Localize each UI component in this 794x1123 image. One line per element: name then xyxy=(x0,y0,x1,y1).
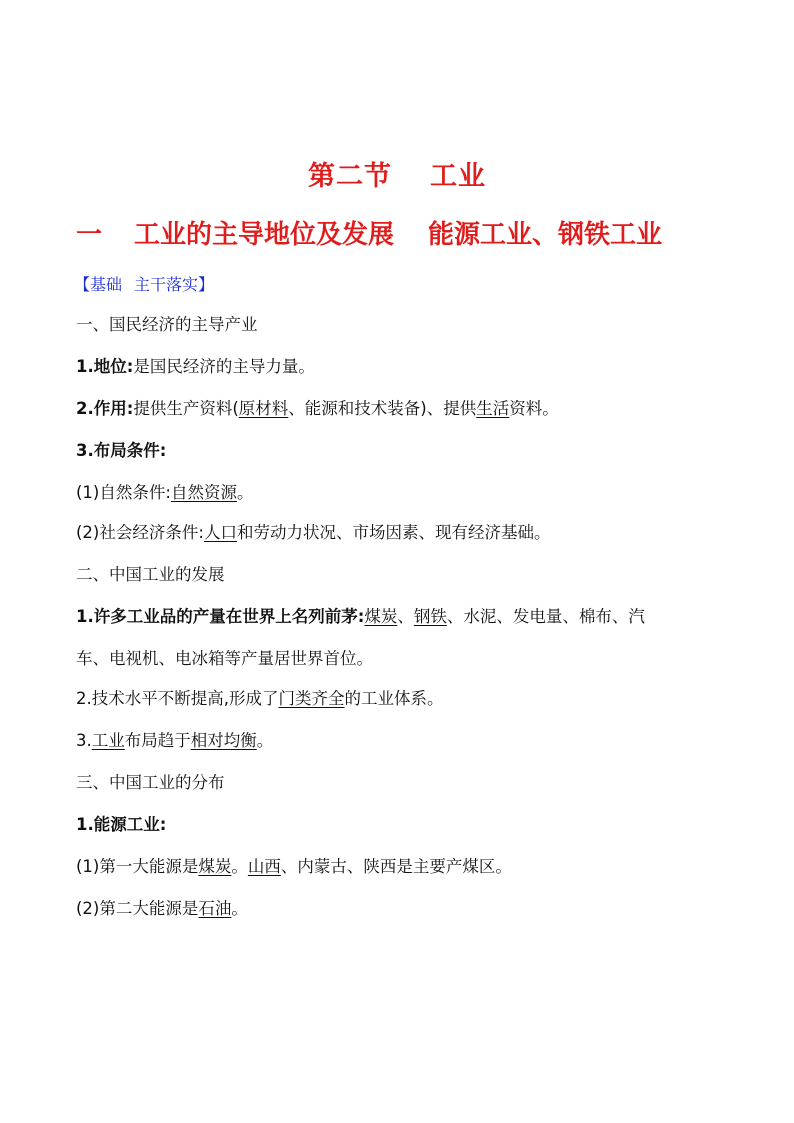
item-text: (1)第一大能源是 xyxy=(76,857,199,876)
item-number: 1.地位: xyxy=(76,357,134,376)
line-layout-balance xyxy=(76,730,273,752)
section-tag-open: 【基础 xyxy=(74,275,123,294)
heading-2: 二、中国工业的发展 xyxy=(76,565,225,584)
item-text: (2)第二大能源是 xyxy=(76,899,199,918)
line-layout-conditions: 3.布局条件: xyxy=(76,441,167,460)
item-text: 2.技术水平不断提高,形成了 xyxy=(76,689,279,708)
title-section-number: 第二节 xyxy=(308,161,392,192)
item-text: 提供生产资料( xyxy=(133,399,239,418)
underlined-answer: 原材料 xyxy=(238,399,289,418)
underlined-answer: 生活 xyxy=(476,399,510,418)
underlined-answer: 人口 xyxy=(203,523,237,542)
item-text: 。 xyxy=(256,731,274,750)
subtitle-part-1: 工业的主导地位及发展 xyxy=(134,220,395,250)
underlined-answer: 门类齐全 xyxy=(278,689,345,708)
item-text: 、水泥、发电量、棉布、汽 xyxy=(446,607,645,626)
section-tag-text: 主干落实】 xyxy=(134,275,215,294)
item-text: (1)自然条件: xyxy=(76,483,171,502)
line-position xyxy=(76,356,315,378)
underlined-answer: 煤炭 xyxy=(364,607,398,626)
underlined-answer: 相对均衡 xyxy=(190,731,257,750)
item-text: 、能源和技术装备)、提供 xyxy=(288,399,477,418)
line-output-continued: 车、电视机、电冰箱等产量居世界首位。 xyxy=(76,649,373,668)
underlined-answer: 山西 xyxy=(247,857,281,876)
item-text: 布局趋于 xyxy=(124,731,191,750)
item-text: 。 xyxy=(231,857,248,876)
item-text: 的工业体系。 xyxy=(344,689,444,708)
item-text: (2)社会经济条件: xyxy=(76,523,204,542)
title-section-name: 工业 xyxy=(430,161,486,192)
underlined-answer: 煤炭 xyxy=(198,857,232,876)
underlined-answer: 自然资源 xyxy=(170,483,237,502)
line-oil xyxy=(76,898,248,920)
item-text: 。 xyxy=(236,483,254,502)
item-text: 是国民经济的主导力量。 xyxy=(133,357,315,376)
item-text: 3. xyxy=(76,731,92,750)
subtitle-part-2: 能源工业、钢铁工业 xyxy=(428,220,663,250)
item-text: 。 xyxy=(231,899,248,918)
underlined-answer: 工业 xyxy=(91,731,125,750)
underlined-answer: 石油 xyxy=(198,899,232,918)
line-energy-industry: 1.能源工业: xyxy=(76,815,167,834)
underlined-answer: 钢铁 xyxy=(413,607,447,626)
item-text: 、 xyxy=(397,607,414,626)
item-text: 资料。 xyxy=(509,399,559,418)
heading-1: 一、国民经济的主导产业 xyxy=(76,315,258,334)
page-title xyxy=(0,154,794,193)
item-text: 和劳动力状况、市场因素、现有经济基础。 xyxy=(236,523,551,542)
lesson-subtitle xyxy=(76,214,662,251)
subtitle-number: 一 xyxy=(76,220,103,250)
line-social-conditions xyxy=(76,522,550,544)
line-technology xyxy=(76,688,444,710)
line-coal xyxy=(76,856,512,878)
section-tag xyxy=(74,272,214,295)
line-natural-conditions xyxy=(76,482,253,504)
heading-3: 三、中国工业的分布 xyxy=(76,773,225,792)
line-output xyxy=(76,606,645,628)
item-number: 2.作用: xyxy=(76,399,134,418)
item-number: 1.许多工业品的产量在世界上名列前茅: xyxy=(76,607,365,626)
item-text: 、内蒙古、陕西是主要产煤区。 xyxy=(280,857,512,876)
line-function xyxy=(76,398,559,420)
